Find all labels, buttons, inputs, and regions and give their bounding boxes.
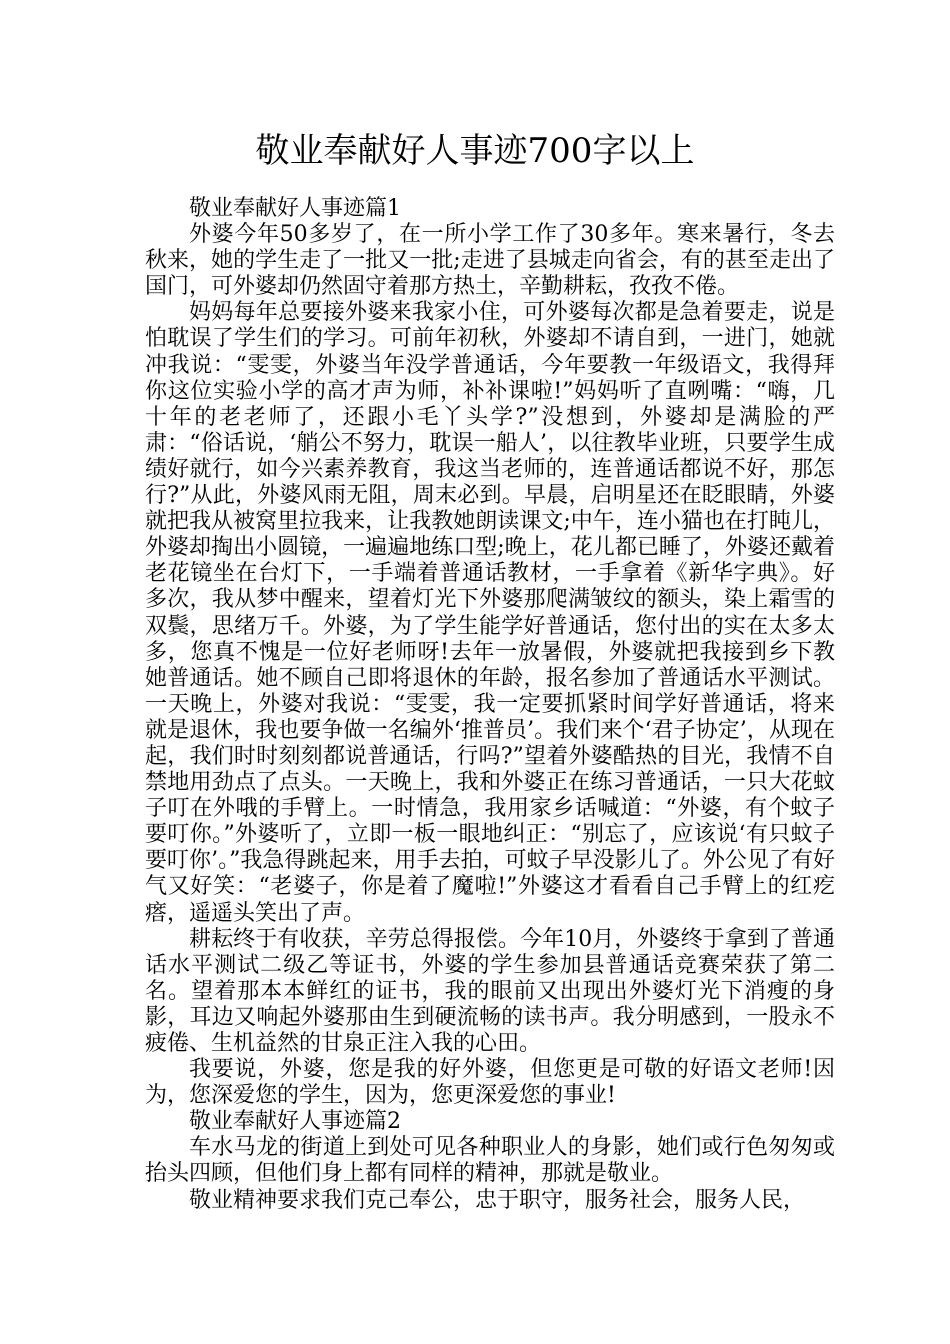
- paragraph: 外婆今年50多岁了，在一所小学工作了30多年。寒来暑行，冬去秋来，她的学生走了一批又一批;走进了县城走向省会，有的甚至走出了国门，可外婆却仍然固守着那方热土，辛勤耕耘，孜孜不倦。: [145, 222, 835, 300]
- paragraph: 车水马龙的街道上到处可见各种职业人的身影，她们或行色匆匆或抬头四顾，但他们身上都有同样的精神，那就是敬业。: [145, 1135, 835, 1187]
- paragraph: 耕耘终于有收获，辛劳总得报偿。今年10月，外婆终于拿到了普通话水平测试二级乙等证书，外婆的学生参加县普通话竞赛荣获了第二名。望着那本本鲜红的证书，我的眼前又出现出外婆灯光下消瘦的身影，耳边又响起外婆那由生到硬流畅的读书声。我分明感到，一股永不疲倦、生机益然的甘泉正注入我的心田。: [145, 926, 835, 1056]
- paragraph: 我要说，外婆，您是我的好外婆，但您更是可敬的好语文老师!因为，您深爱您的学生，因为，您更深爱您的事业!: [145, 1057, 835, 1109]
- section-heading-1: 敬业奉献好人事迹篇1: [189, 196, 401, 221]
- document-title: 敬业奉献好人事迹700字以上: [255, 131, 695, 171]
- document-body: [145, 196, 835, 1214]
- section-heading-2: 敬业奉献好人事迹篇2: [189, 1109, 401, 1135]
- paragraph: 妈妈每年总要接外婆来我家小住，可外婆每次都是急着要走，说是怕耽误了学生们的学习。可前年初秋，外婆却不请自到，一进门，她就冲我说：“雯雯，外婆当年没学普通话，今年要教一年级语文，我得拜你这位实验小学的高才声为师，补补课啦!”妈妈听了直咧嘴：“嗨，几十年的老老师了，还跟小毛丫头学?”没想到，外婆却是满脸的严肃：“俗话说，‘艄公不努力，耽误一船人’，以往教毕业班，只要学生成绩好就行，如今兴素养教育，我这当老师的，连普通话都说不好，那怎行?”从此，外婆风雨无阻，周末必到。早晨，启明星还在眨眼睛，外婆就把我从被窝里拉我来，让我教她朗读课文;中午，连小猫也在打盹儿，外婆却掏出小圆镜，一遍遍地练口型;晚上，花儿都已睡了，外婆还戴着老花镜坐在台灯下，一手端着普通话教材，一手拿着《新华字典》。好多次，我从梦中醒来，望着灯光下外婆那爬满皱纹的额头，染上霜雪的双鬓，思绪万千。外婆，为了学生能学好普通话，您付出的实在太多太多，您真不愧是一位好老师呀!去年一放暑假，外婆就把我接到乡下教她普通话。她不顾自己即将退休的年龄，报名参加了普通话水平测试。一天晚上，外婆对我说：“雯雯，我一定要抓紧时间学好普通话，将来就是退休，我也要争做一名编外‘推普员’。我们来个‘君子协定’，从现在起，我们时时刻刻都说普通话，行吗?”望着外婆酷热的目光，我情不自禁地用劲点了点头。一天晚上，我和外婆正在练习普通话，一只大花蚊子叮在外哦的手臂上。一时情急，我用家乡话喊道：“外婆，有个蚊子要叮你。”外婆听了，立即一板一眼地纠正：“别忘了，应该说‘有只蚊子要叮你’。”我急得跳起来，用手去拍，可蚊子早没影儿了。外公见了有好气又好笑：“老婆子，你是着了魔啦!”外婆这才看看自己手臂上的红疙瘩，遥遥头笑出了声。: [145, 300, 835, 926]
- paragraph: 敬业精神要求我们克己奉公，忠于职守，服务社会，服务人民，: [189, 1187, 806, 1213]
